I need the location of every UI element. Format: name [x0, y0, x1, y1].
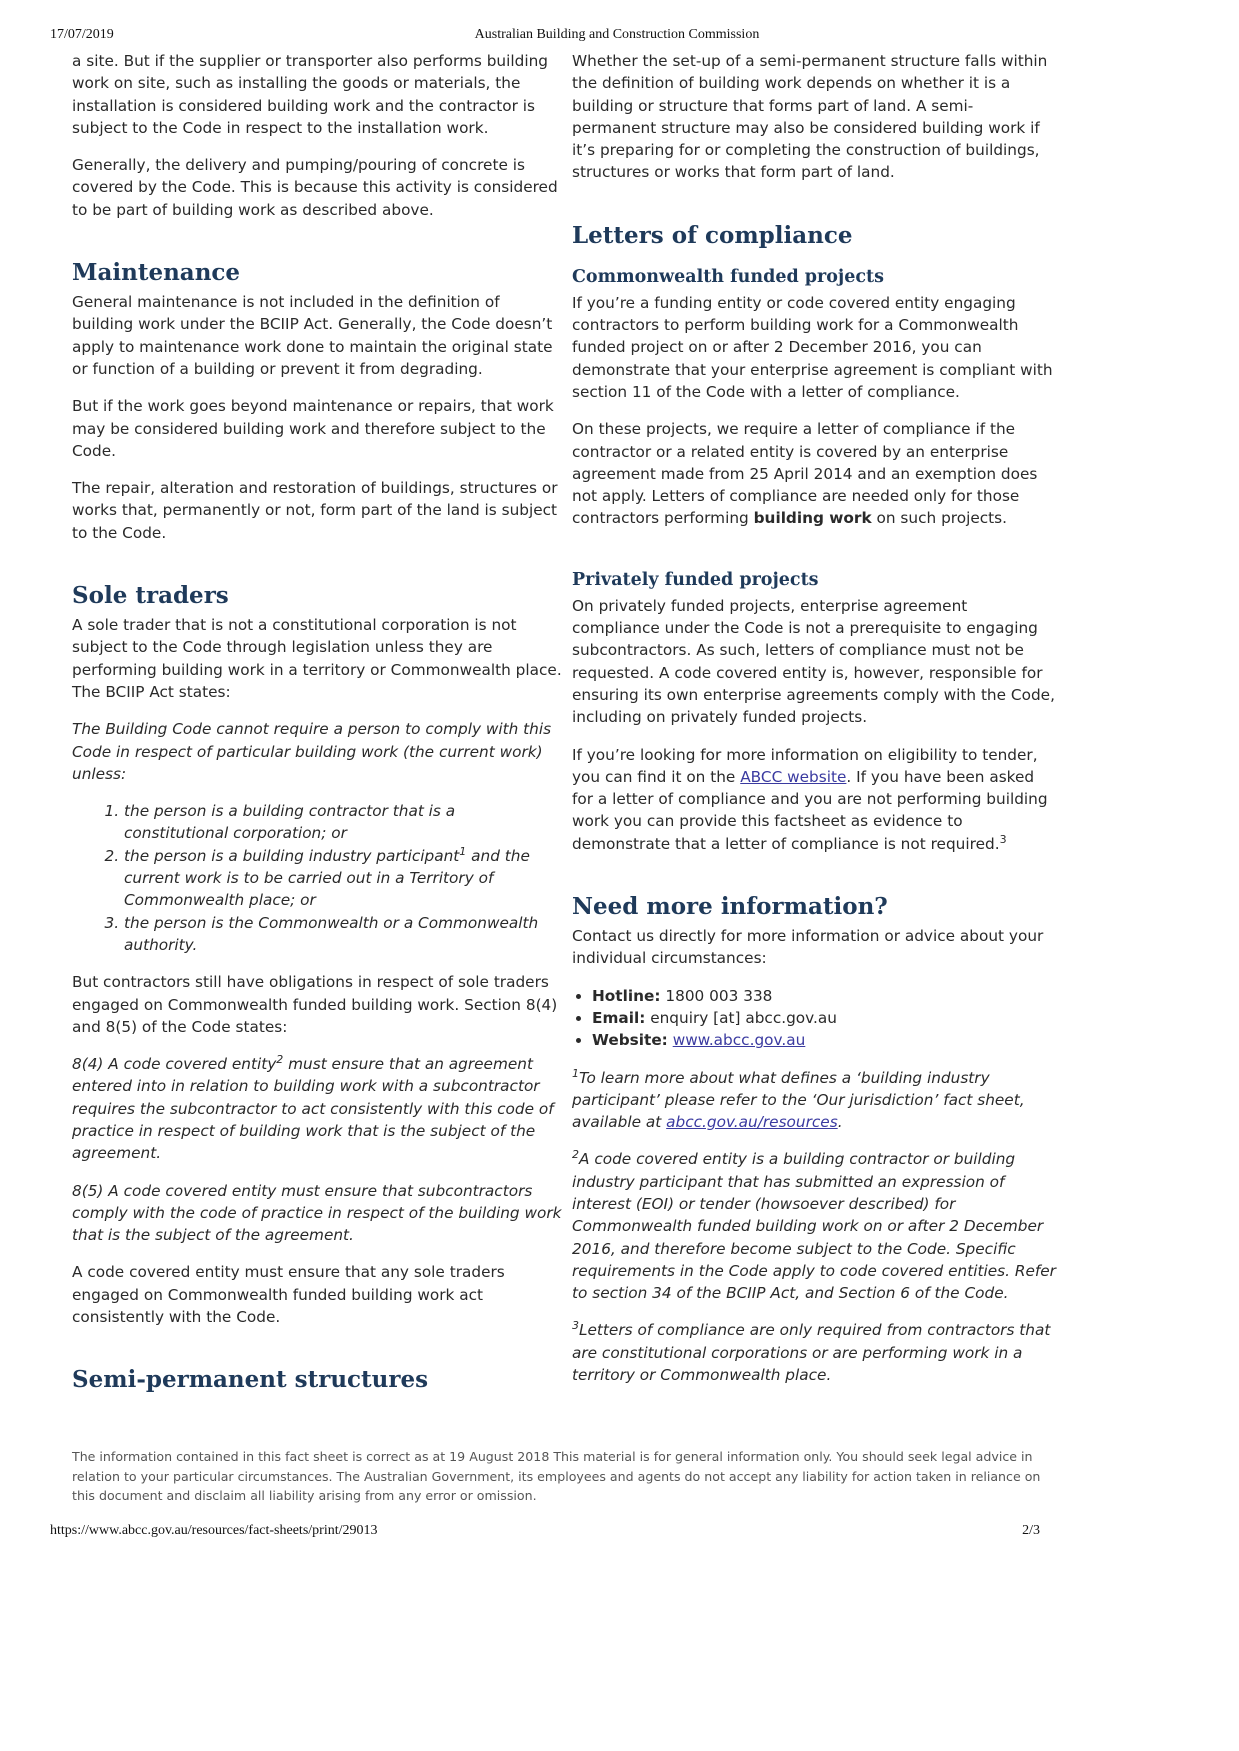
- list-item: 3. the person is the Commonwealth or a Commonwealth authority.: [124, 912, 562, 957]
- paragraph-private-1: On privately funded projects, enterprise agreement compliance under the Code is not a prerequisite to engaging subcontractors. As such, letters of compliance must not be requested. A code covered entity is, however, responsible for ensuring its own enterprise agreements comply with the Code, including on privately funded projects.: [572, 596, 1055, 727]
- abcc-website-link[interactable]: ABCC website: [740, 767, 847, 786]
- print-url: https://www.abcc.gov.au/resources/fact-sheets/print/29013: [50, 1523, 378, 1538]
- website-link[interactable]: www.abcc.gov.au: [672, 1031, 806, 1050]
- contact-list: [572, 985, 1057, 1052]
- footnote-1: $^1$To learn more about what defines a ‘building industry participant’ please refer to the ‘Our jurisdiction’ fact sheet, available at abcc.gov.au/resources.: [572, 1066, 1025, 1132]
- heading-semi-permanent: Semi-permanent structures: [72, 1366, 429, 1394]
- left-column: [72, 50, 562, 1395]
- paragraph-private-2: If you’re looking for more information on eligibility to tender, you can find it on the ABCC website. If you have been asked for a letter of compliance and you are not performing building work you can provide this factsheet as evidence to demonstrate that a letter of compliance is not required.$^3$: [572, 745, 1048, 853]
- footnote-3: $^3$Letters of compliance are only required from contractors that are constitutional corporations or are performing work in a territory or Commonwealth place.: [572, 1319, 1051, 1385]
- print-date: 17/07/2019: [50, 27, 114, 42]
- paragraph-concrete: Generally, the delivery and pumping/pouring of concrete is covered by the Code. This is because this activity is considered to be part of building work as described above.: [72, 156, 558, 219]
- paragraph-sole-1: A sole trader that is not a constitutional corporation is not subject to the Code through legislation unless they are performing building work in a territory or Commonwealth place. The BCIIP Act states:: [72, 616, 562, 701]
- quote-building-code: The Building Code cannot require a person to comply with this Code in respect of particular building work (the current work) unless:: [72, 720, 552, 783]
- contact-website: • Website: www.abcc.gov.au: [592, 1029, 1057, 1051]
- paragraph-supplier: a site. But if the supplier or transporter also performs building work on site, such as installing the goods or materials, the installation is considered building work and the contractor is subject to the Code in respect to the installation work.: [72, 52, 548, 137]
- quote-section-8-4: 8(4) A code covered entity$^2$ must ensure that an agreement entered into in relation to building work with a subcontractor requires the subcontractor to act consistently with this code of practice in respect of building work that is the subject of the agreement.: [72, 1053, 554, 1163]
- right-column: [572, 50, 1057, 1401]
- heading-letters-of-compliance: Letters of compliance: [572, 221, 853, 249]
- heading-privately-funded: Privately funded projects: [572, 569, 819, 590]
- paragraph-maintenance-1: General maintenance is not included in the definition of building work under the BCIIP Act. Generally, the Code doesn’t apply to maintenance work done to maintain the original state or function of a building or prevent it from degrading.: [72, 293, 553, 378]
- footnote-2: $^2$A code covered entity is a building contractor or building industry participant that has submitted an expression of interest (EOI) or tender (howsoever described) for Commonwealth funded building work on or after 2 December 2016, and therefore become subject to the Code. Specific requirements in the Code apply to code covered entities. Refer to section 34 of the BCIIP Act, and Section 6 of the Code.: [572, 1148, 1056, 1303]
- heading-commonwealth-funded: Commonwealth funded projects: [572, 266, 884, 287]
- contact-email: • Email: enquiry [at] abcc.gov.au: [592, 1007, 1057, 1029]
- heading-sole-traders: Sole traders: [72, 582, 229, 610]
- paragraph-semi-permanent: Whether the set-up of a semi-permanent structure falls within the definition of building work depends on whether it is a building or structure that forms part of land. A semi-permanent structure may also be considered building work if it’s preparing for or completing the construction of buildings, structures or works that form part of land.: [572, 52, 1048, 182]
- quote-conditions-list: [72, 800, 562, 956]
- page-number: 2/3: [1022, 1523, 1040, 1538]
- paragraph-commonwealth-2: On these projects, we require a letter of compliance if the contractor or a related entity is covered by an enterprise agreement made from 25 April 2014 and an exemption does not apply. Letters of compliance are needed only for those contractors performing building work on such projects.: [572, 420, 1038, 528]
- paragraph-commonwealth-1: If you’re a funding entity or code covered entity engaging contractors to perform building work for a Commonwealth funded project on or after 2 December 2016, you can demonstrate that your enterprise agreement is compliant with section 11 of the Code with a letter of compliance.: [572, 293, 1053, 401]
- disclaimer: The information contained in this fact sheet is correct as at 19 August 2018 This material is for general information only. You should seek legal advice in relation to your particular circumstances. The Australian Government, its employees and agents do not accept any liability for action taken in reliance on this document and disclaim all liability arising from any error or omission.: [72, 1449, 1041, 1503]
- paragraph-contact: Contact us directly for more information or advice about your individual circumstances:: [572, 927, 1044, 968]
- contact-hotline: • Hotline: 1800 003 338: [592, 985, 1057, 1007]
- paragraph-contractors: But contractors still have obligations in respect of sole traders engaged on Commonwealth funded building work. Section 8(4) and 8(5) of the Code states:: [72, 973, 558, 1036]
- heading-maintenance: Maintenance: [72, 259, 241, 287]
- print-title: Australian Building and Construction Commission: [474, 27, 760, 42]
- heading-need-more-information: Need more information?: [572, 893, 888, 921]
- paragraph-maintenance-3: The repair, alteration and restoration of buildings, structures or works that, permanently or not, form part of the land is subject to the Code.: [72, 479, 558, 542]
- resources-link[interactable]: abcc.gov.au/resources: [666, 1113, 838, 1132]
- quote-section-8-5: 8(5) A code covered entity must ensure that subcontractors comply with the code of practice in respect of the building work that is the subject of the agreement.: [72, 1181, 562, 1245]
- list-item: 2. the person is a building industry participant$^1$ and the current work is to be carried out in a Territory of Commonwealth place; or: [124, 845, 562, 912]
- paragraph-ensure: A code covered entity must ensure that any sole traders engaged on Commonwealth funded building work act consistently with the Code.: [72, 1263, 505, 1327]
- list-item: 1. the person is a building contractor that is a constitutional corporation; or: [124, 800, 562, 845]
- paragraph-maintenance-2: But if the work goes beyond maintenance or repairs, that work may be considered building work and therefore subject to the Code.: [72, 397, 554, 460]
